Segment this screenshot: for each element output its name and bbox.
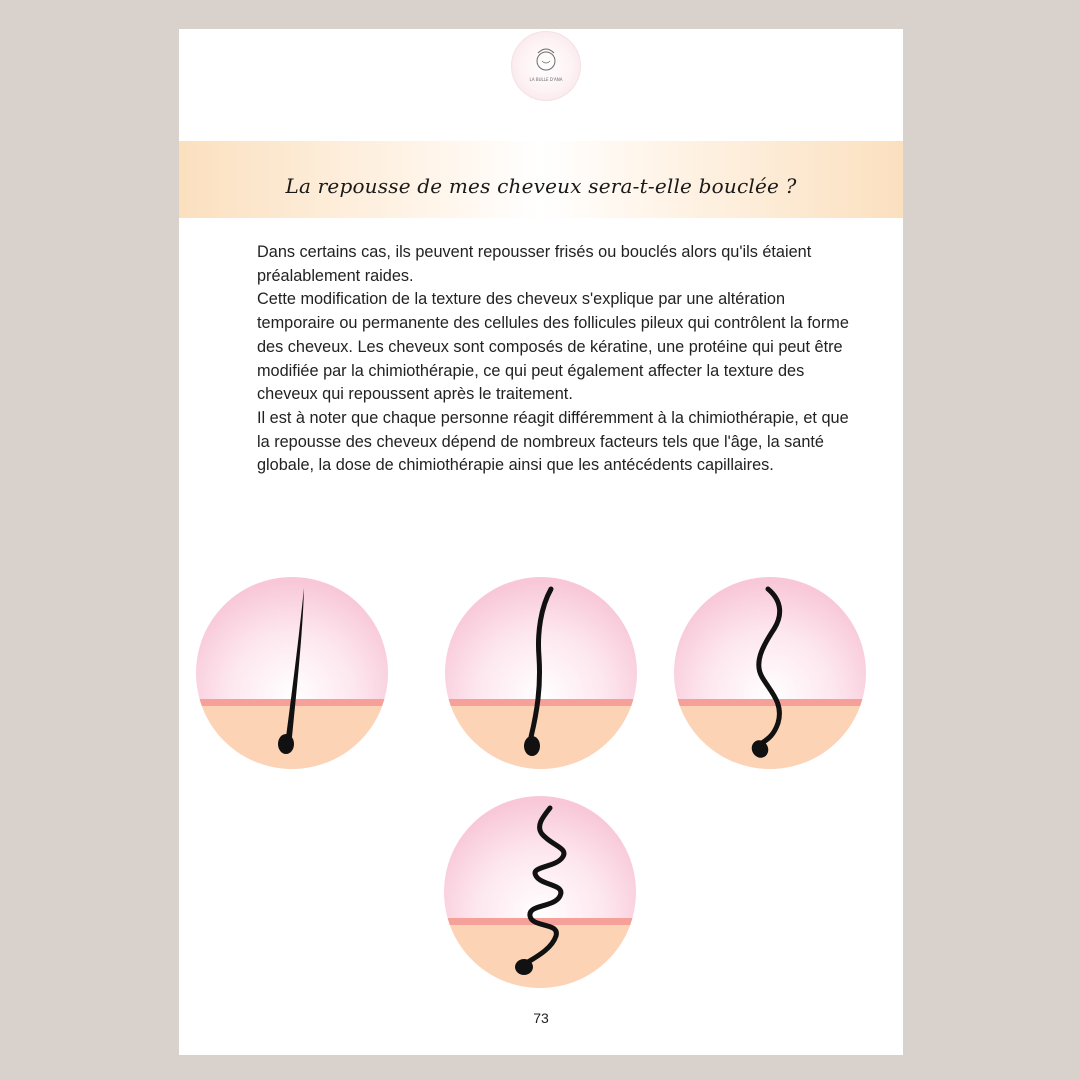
title-banner: [179, 141, 903, 218]
wavy-hair-follicle-illustration: [445, 577, 637, 769]
document-page: [179, 29, 903, 1055]
brand-logo: [511, 31, 581, 101]
paragraph-2: Cette modification de la texture des cheveux s'explique par une altération temporaire ou permanente des cellules des follicules pileux qui contrôlent la forme des cheveux. Les cheveux sont composés de kératine, une protéine qui peut être modifiée par la chimiothérapie, ce qui peut également affecter la texture des cheveux qui repoussent après le traitement.: [257, 290, 849, 404]
paragraph-3: Il est à noter que chaque personne réagit différemment à la chimiothérapie, et que la repousse des cheveux dépend de nombreux facteurs tels que l'âge, la santé globale, la dose de chimiothérapie ainsi que les antécédents capillaires.: [257, 408, 849, 475]
hair-bulb: [278, 734, 294, 754]
curly-hair-follicle-illustration: [674, 577, 866, 769]
page-title: La repousse de mes cheveux sera-t-elle bouclée ?: [285, 173, 797, 198]
coily-hair-follicle-illustration: [444, 796, 636, 988]
logo-text: LA BULLE D'ANA: [529, 77, 563, 82]
paragraph-1: Dans certains cas, ils peuvent repousser frisés ou bouclés alors qu'ils étaient préalablement raides.: [257, 243, 812, 285]
page-number: 73: [533, 1010, 549, 1026]
straight-hair-follicle-illustration: [196, 577, 388, 769]
hair-bulb: [515, 959, 533, 975]
hair-bulb: [524, 736, 540, 756]
body-text: [257, 241, 857, 478]
